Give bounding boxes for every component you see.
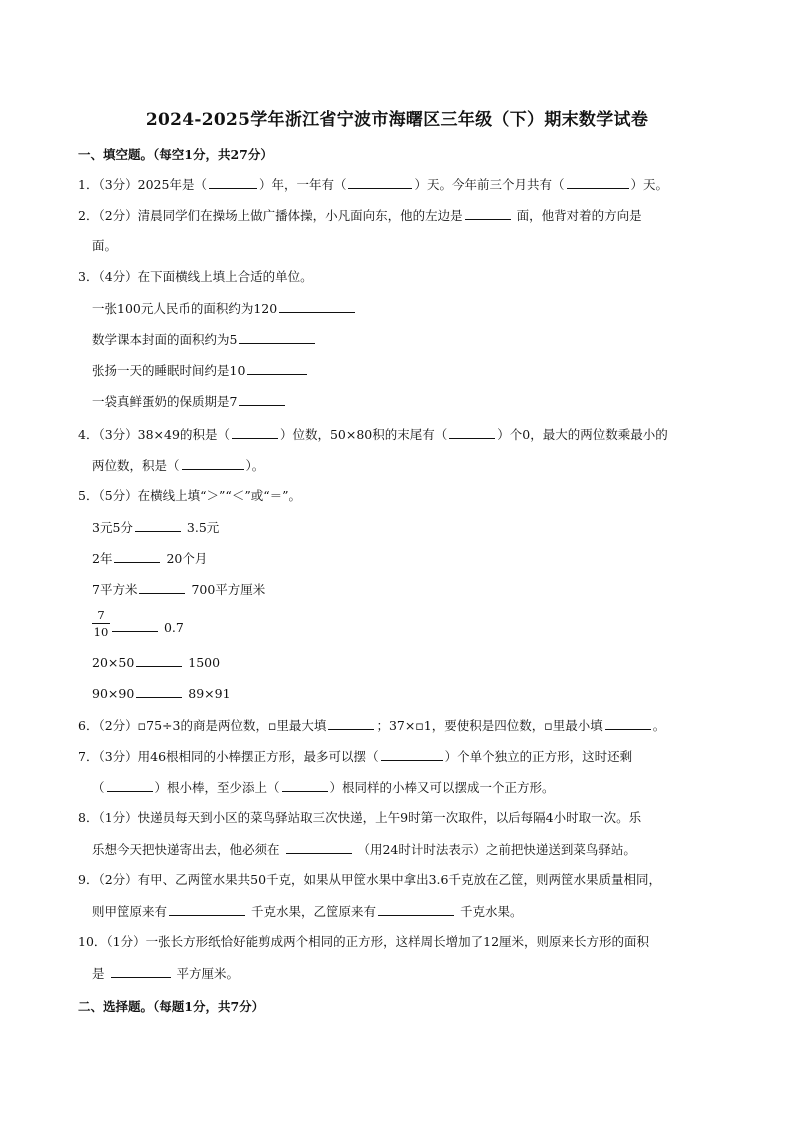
q3-item-4 (92, 393, 287, 410)
q5-right: 700平方厘米 (191, 582, 266, 597)
q4-text-d: 两位数，积是（ (92, 458, 180, 473)
q9-text-a: 9．（2分）有甲、乙两筐水果共50千克，如果从甲筐水果中拿出3.6千克放在乙筐，则两筐水果质量相同， (78, 872, 661, 887)
q1-text-a: 1．（3分）2025年是（ (78, 177, 207, 192)
answer-blank[interactable] (465, 207, 511, 220)
q6-text-b: ；37×▫1，要使积是四位数，▫里最小填 (376, 718, 603, 733)
q5-row-4 (110, 619, 184, 636)
fraction-seven-tenths (92, 608, 110, 639)
q3-item-3 (92, 362, 309, 379)
answer-blank[interactable] (286, 841, 352, 854)
answer-blank[interactable] (348, 176, 412, 189)
q5-left: 90×90 (92, 686, 135, 701)
answer-blank[interactable] (135, 519, 181, 532)
question-1 (78, 176, 668, 193)
answer-blank[interactable] (282, 779, 328, 792)
q10-text-c: 平方厘米。 (176, 966, 239, 981)
q3-item-text: 数学课本封面的面积约为5 (92, 332, 238, 347)
question-2 (78, 207, 642, 224)
q5-row-2 (92, 550, 207, 567)
answer-blank[interactable] (182, 457, 244, 470)
question-4 (78, 426, 668, 443)
question-9-cont (92, 903, 523, 920)
answer-blank[interactable] (239, 331, 315, 344)
page-title: 2024-2025学年浙江省宁波市海曙区三年级（下）期末数学试卷 (145, 110, 649, 130)
section-header-fill-in: 一、填空题。（每空1分，共27分） (78, 147, 273, 162)
answer-blank[interactable] (139, 581, 185, 594)
q7-text-d: ）根小棒，至少添上（ (154, 780, 280, 795)
q7-text-c: （ (92, 780, 105, 795)
q3-item-2 (92, 331, 317, 348)
q5-row-5 (92, 654, 220, 671)
q3-item-text: 一张100元人民币的面积约为120 (92, 301, 278, 316)
q5-left: 20×50 (92, 655, 135, 670)
q2-text-a: 2．（2分）清晨同学们在操场上做广播体操，小凡面向东，他的左边是 (78, 208, 463, 223)
q9-text-b: 则甲筐原来有 (92, 904, 168, 919)
question-3: 3．（4分）在下面横线上填上合适的单位。 (78, 269, 313, 284)
q10-text-b: 是 (92, 966, 105, 981)
q1-text-d: ）天。 (630, 177, 669, 192)
answer-blank[interactable] (567, 176, 629, 189)
q2-text-b: 面，他背对着的方向是 (516, 208, 642, 223)
q8-text-b: 乐想今天把快递寄出去，他必须在 (92, 842, 280, 857)
q4-text-a: 4．（3分）38×49的积是（ (78, 427, 230, 442)
q5-left: 3元5分 (92, 520, 133, 535)
q4-text-c: ）个0，最大的两位数乘最小的 (497, 427, 668, 442)
q9-text-c: 千克水果，乙筐原来有 (251, 904, 377, 919)
q5-right: 89×91 (188, 686, 231, 701)
question-8 (78, 810, 641, 826)
answer-blank[interactable] (247, 362, 307, 375)
q9-text-d: 千克水果。 (460, 904, 523, 919)
answer-blank[interactable] (279, 300, 355, 313)
answer-blank[interactable] (328, 717, 374, 730)
q3-item-text: 张扬一天的睡眠时间约是10 (92, 363, 246, 378)
answer-blank[interactable] (136, 654, 182, 667)
section-header-multiple-choice: 二、选择题。（每题1分，共7分） (78, 999, 265, 1014)
question-2-cont (92, 238, 117, 254)
q8-text-a: 8．（1分）快递员每天到小区的菜鸟驿站取三次快递，上午9时第一次取件，以后每隔4小时取一次。乐 (78, 810, 642, 825)
answer-blank[interactable] (449, 426, 495, 439)
fraction-numerator: 7 (97, 608, 105, 622)
question-7 (78, 748, 632, 765)
q7-text-a: 7．（3分）用46根相同的小棒摆正方形，最多可以摆（ (78, 749, 379, 764)
q5-row-6 (92, 685, 231, 702)
q5-row-1 (92, 519, 219, 536)
q4-text-e: ）。 (245, 458, 265, 473)
q4-text-b: ）位数，50×80积的末尾有（ (279, 427, 448, 442)
question-6 (78, 717, 665, 734)
q3-item-text: 一袋真鲜蛋奶的保质期是7 (92, 394, 238, 409)
fraction-bar (92, 623, 110, 624)
q7-text-e: ）根同样的小棒又可以摆成一个正方形。 (329, 780, 555, 795)
fraction-denominator: 10 (93, 625, 109, 639)
q8-text-c: （用24时计时法表示）之前把快递送到菜鸟驿站。 (357, 842, 636, 857)
q3-item-1 (92, 300, 357, 317)
answer-blank[interactable] (107, 779, 153, 792)
answer-blank[interactable] (169, 903, 245, 916)
q5-left: 2年 (92, 551, 113, 566)
q6-text-c: 。 (652, 718, 666, 733)
q1-text-b: ）年，一年有（ (258, 177, 347, 192)
q10-text-a: 10．（1分）一张长方形纸恰好能剪成两个相同的正方形，这样周长增加了12厘米，则原来长方形的面积 (78, 934, 650, 949)
answer-blank[interactable] (232, 426, 278, 439)
q5-right: 20个月 (166, 551, 208, 566)
question-7-cont (92, 779, 555, 796)
answer-blank[interactable] (136, 685, 182, 698)
answer-blank[interactable] (111, 965, 171, 978)
q5-right: 3.5元 (186, 520, 220, 535)
q5-right: 1500 (188, 655, 221, 670)
answer-blank[interactable] (381, 748, 443, 761)
question-5: 5．（5分）在横线上填“＞”“＜”或“＝”。 (78, 488, 301, 503)
q5-left: 7平方米 (92, 582, 138, 597)
answer-blank[interactable] (209, 176, 257, 189)
question-10-cont (92, 965, 239, 982)
question-10 (78, 934, 649, 950)
question-8-cont (92, 841, 636, 858)
answer-blank[interactable] (378, 903, 454, 916)
question-9 (78, 872, 661, 888)
answer-blank[interactable] (112, 619, 158, 632)
q5-right: 0.7 (163, 620, 184, 635)
question-4-cont (92, 457, 264, 474)
answer-blank[interactable] (605, 717, 651, 730)
q6-text-a: 6．（2分）▫75÷3的商是两位数，▫里最大填 (78, 718, 327, 733)
q7-text-b: ）个单个独立的正方形，这时还剩 (444, 749, 633, 764)
q5-row-3 (92, 581, 265, 598)
q1-text-c: ）天。今年前三个月共有（ (414, 177, 565, 192)
answer-blank[interactable] (239, 393, 285, 406)
answer-blank[interactable] (114, 550, 160, 563)
q2-text-c: 面。 (92, 238, 118, 253)
